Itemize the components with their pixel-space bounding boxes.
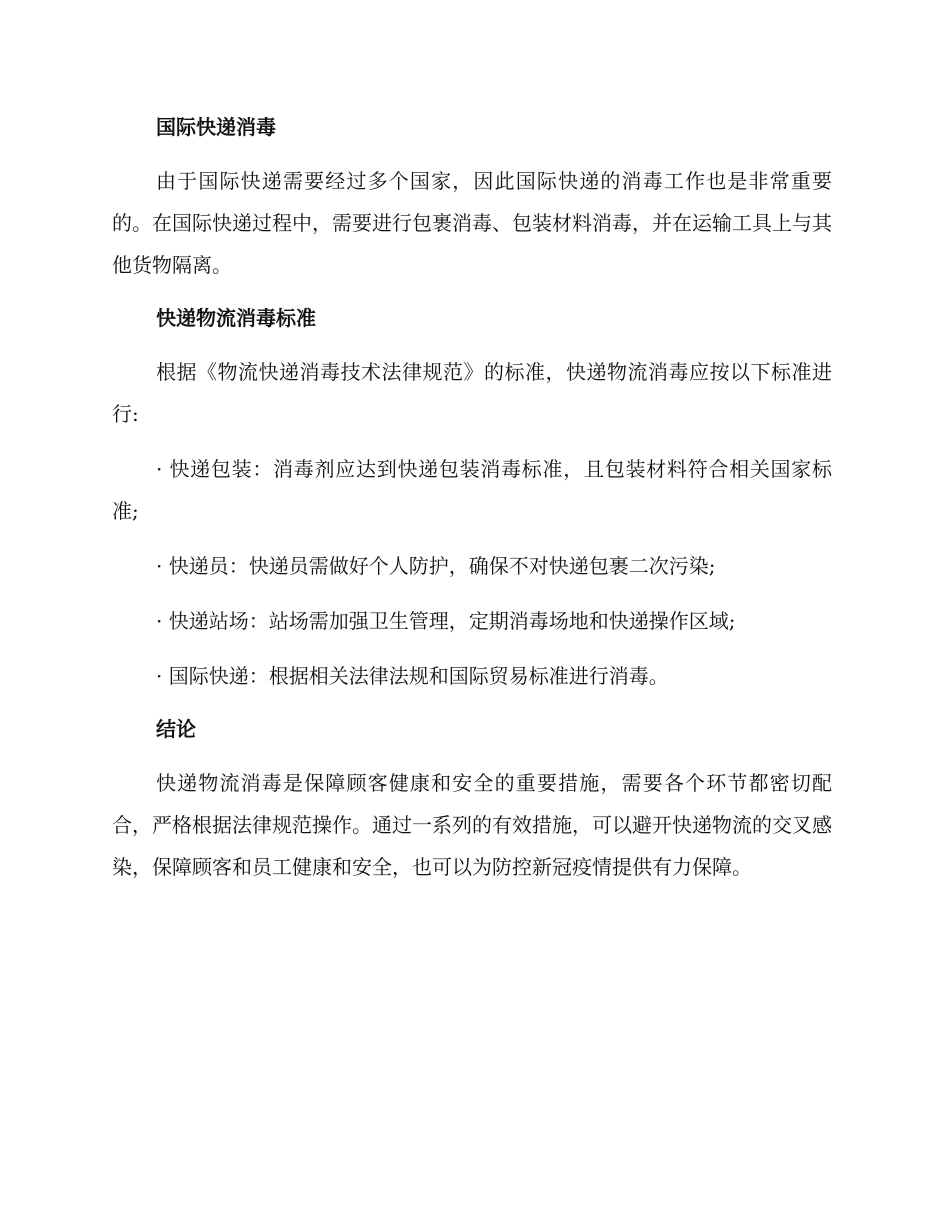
paragraph-standards-intro: 根据《物流快递消毒技术法律规范》的标准，快递物流消毒应按以下标准进行:	[112, 360, 832, 426]
bullet-item-packaging: · 快递包装：消毒剂应达到快递包装消毒标准，且包装材料符合相关国家标准;	[112, 457, 832, 523]
bullet-item-courier: · 快递员：快递员需做好个人防护，确保不对快递包裹二次污染;	[156, 554, 716, 578]
paragraph-international-disinfection: 由于国际快递需要经过多个国家，因此国际快递的消毒工作也是非常重要的。在国际快递过程中，需要进行包裹消毒、包装材料消毒，并在运输工具上与其他货物隔离。	[112, 169, 832, 277]
paragraph-conclusion: 快递物流消毒是保障顾客健康和安全的重要措施，需要各个环节都密切配合，严格根据法律规范操作。通过一系列的有效措施，可以避开快递物流的交叉感染，保障顾客和员工健康和安全，也可以为防控新冠疫情提供有力保障。	[112, 771, 832, 879]
bullet-item-international: · 国际快递：根据相关法律法规和国际贸易标准进行消毒。	[156, 664, 669, 688]
section-heading-conclusion: 结论	[156, 717, 196, 741]
document-page	[112, 108, 832, 888]
section-heading-disinfection-standards: 快递物流消毒标准	[156, 306, 316, 330]
bullet-item-station: · 快递站场：站场需加强卫生管理，定期消毒场地和快递操作区域;	[156, 609, 736, 633]
section-heading-international-disinfection: 国际快递消毒	[156, 115, 276, 139]
